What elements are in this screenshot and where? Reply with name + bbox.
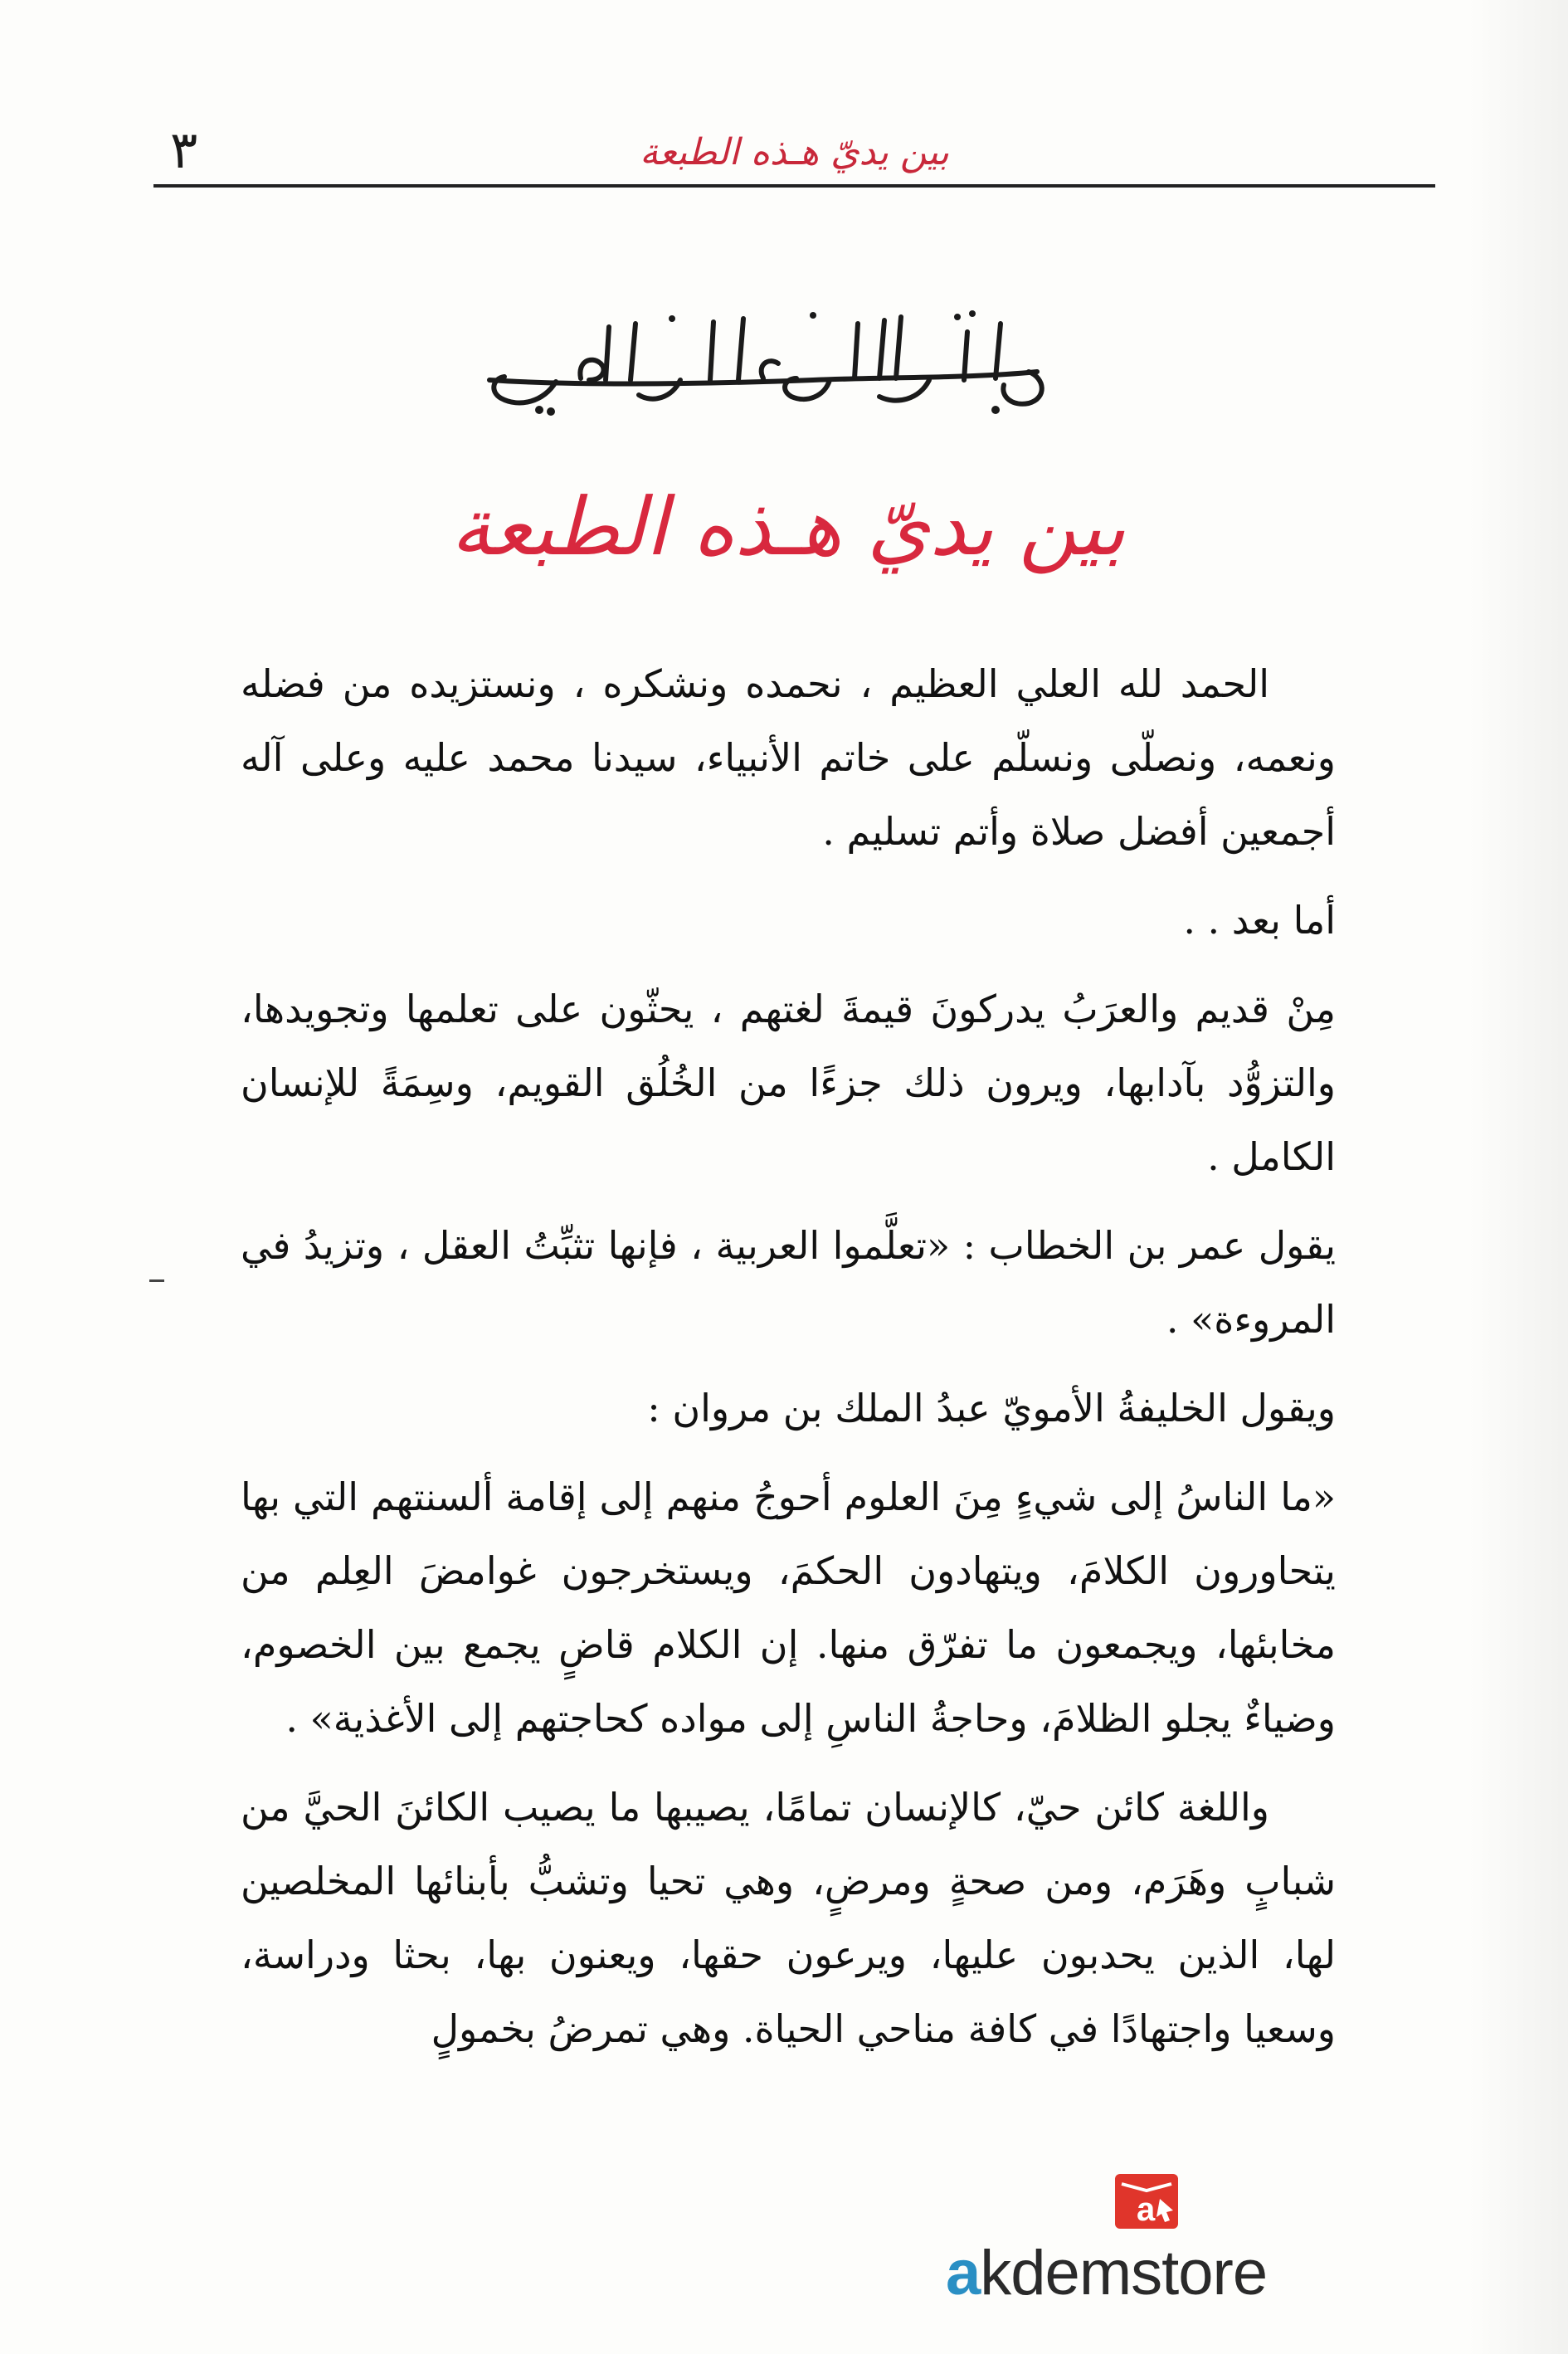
basmala-calligraphy bbox=[465, 299, 1062, 423]
paragraph-umar-quote: يقول عمر بن الخطاب : «تعلَّموا العربية ، فإنها تثبِّتُ العقل ، وتزيدُ في المروءة» . bbox=[241, 1223, 1336, 1342]
paragraph-abdulmalik-intro: ويقول الخليفةُ الأمويّ عبدُ الملك بن مروان : bbox=[647, 1386, 1336, 1430]
running-title: بين يديّ هـذه الطبعة bbox=[640, 131, 949, 173]
paragraph-abdulmalik-quote: «ما الناسُ إلى شيءٍ مِنَ العلوم أحوجُ منهم إلى إقامة ألسنتهم التي بها يتحاورون الكلامَ، ويتهادون الحكمَ، ويستخرجون غوامضَ العِلم من مخابئها، ويجمعون ما تفرّق منها. إن الكلام قاضٍ يجمع بين الخصوم، وضياءٌ يجلو الظلامَ، وحاجةُ الناسِ إلى مواده كحاجتهم إلى الأغذية» . bbox=[241, 1474, 1336, 1741]
chapter-title: بين يديّ هـذه الطبعة bbox=[450, 480, 1126, 573]
margin-mark bbox=[149, 1279, 164, 1282]
page-number: ٣ bbox=[170, 119, 198, 180]
akdemstore-watermark bbox=[946, 2166, 1344, 2323]
body-text bbox=[241, 647, 1336, 2081]
book-badge-icon bbox=[1112, 2166, 1181, 2235]
paragraph-amma-baad: أما بعد . . bbox=[1183, 898, 1336, 943]
paragraph-language-living: واللغة كائن حيّ، كالإنسان تمامًا، يصيبها ما يصيب الكائنَ الحيَّ من شبابٍ وهَرَم، ومن صحةٍ ومرضٍ، وهي تحيا وتشبُّ بأبنائها المخلصين لها، الذين يحدبون عليها، ويرعون حقها، ويعنون بها، بحثا ودراسة، وسعيا واجتهادًا في كافة مناحي الحياة. وهي تمرضُ بخمولٍ bbox=[241, 1785, 1336, 2051]
header-divider bbox=[153, 184, 1435, 188]
paragraph-opening: الحمد لله العلي العظيم ، نحمده ونشكره ، ونستزيده من فضله ونعمه، ونصلّى ونسلّم على خاتم الأنبياء، سيدنا محمد عليه وعلى آله أجمعين أفضل صلاة وأتم تسليم . bbox=[241, 661, 1336, 854]
brand-rest: kdemstore bbox=[980, 2238, 1268, 2308]
paragraph-arabs-language: مِنْ قديم والعرَبُ يدركونَ قيمةَ لغتهم ، يحثّون على تعلمها وتجويدها، والتزوُّد بآدابها، ويرون ذلك جزءًا من الخُلُق القويم، وسِمَةً للإنسان الكامل . bbox=[241, 987, 1336, 1179]
badge-letter: a bbox=[1137, 2191, 1156, 2228]
brand-a: a bbox=[946, 2238, 981, 2308]
brand-wordmark bbox=[946, 2238, 1268, 2308]
page-header bbox=[153, 116, 1435, 191]
